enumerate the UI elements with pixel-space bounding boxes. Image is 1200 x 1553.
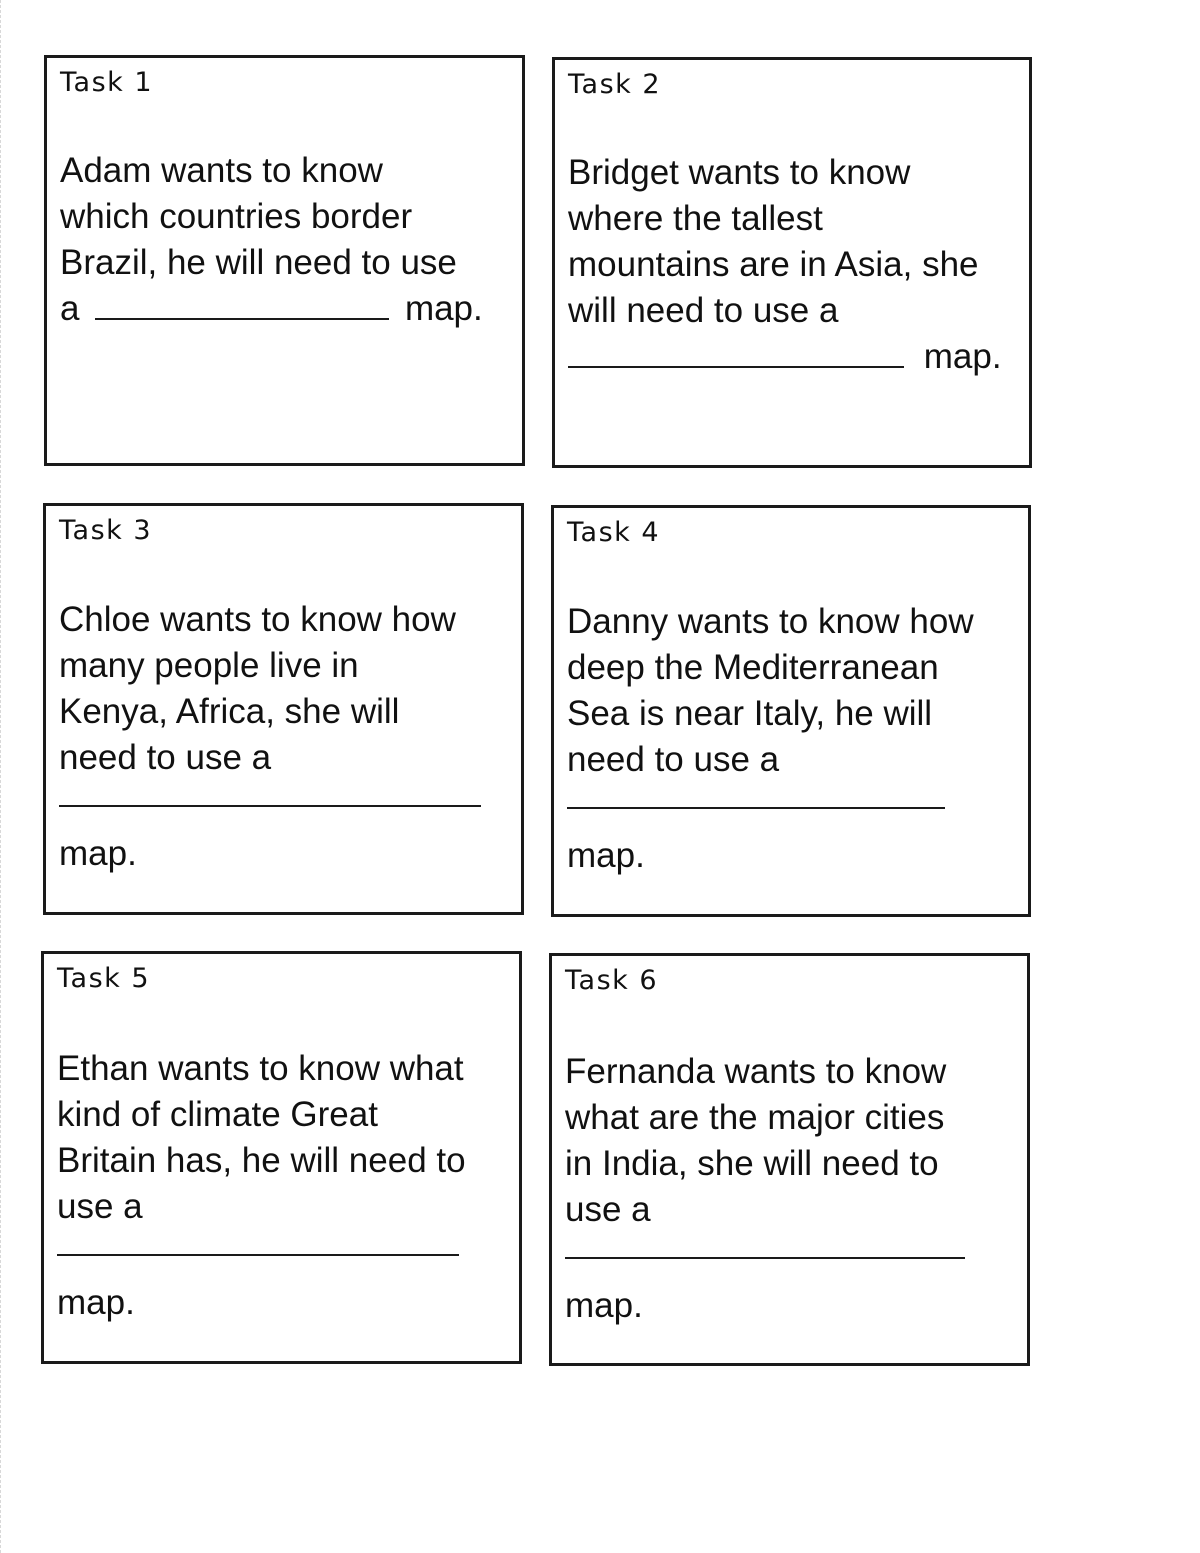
question-line: use a [57, 1187, 143, 1226]
map-word: map. [567, 836, 645, 875]
question-line: kind of climate Great [57, 1095, 378, 1134]
answer-blank[interactable] [565, 1233, 965, 1259]
task-title: Task 1 [60, 67, 154, 98]
task-question [59, 597, 515, 877]
task-question [60, 148, 516, 332]
task-card-6 [549, 953, 1030, 1366]
question-line: which countries border [60, 197, 413, 236]
question-line-with-blank [568, 334, 1025, 380]
question-line: Kenya, Africa, she will [59, 692, 400, 731]
task-title: Task 4 [567, 517, 661, 548]
map-word: map. [57, 1283, 135, 1322]
task-title: Task 5 [57, 963, 151, 994]
answer-blank[interactable] [57, 1230, 459, 1256]
task-question [568, 150, 1025, 380]
question-line: deep the Mediterranean [567, 648, 939, 687]
question-line: need to use a [567, 740, 780, 779]
task-question [57, 1046, 517, 1326]
question-line: Ethan wants to know what [57, 1049, 464, 1088]
question-line: Danny wants to know how [567, 602, 974, 641]
task-card-5 [41, 951, 522, 1364]
question-line: in India, she will need to [565, 1144, 939, 1183]
question-line: Britain has, he will need to [57, 1141, 466, 1180]
question-line: many people live in [59, 646, 359, 685]
question-line: use a [565, 1190, 651, 1229]
task-card-4 [551, 505, 1031, 917]
task-card-2 [552, 57, 1032, 468]
task-title: Task 2 [568, 69, 662, 100]
page-edge [0, 0, 4, 1553]
question-line: Bridget wants to know [568, 153, 911, 192]
answer-blank[interactable] [95, 288, 389, 320]
task-title: Task 6 [565, 965, 659, 996]
map-word: map. [923, 337, 1002, 376]
answer-blank[interactable] [568, 336, 904, 368]
question-line: Brazil, he will need to use [60, 243, 457, 282]
question-line: where the tallest [568, 199, 823, 238]
question-line: will need to use a [568, 291, 839, 330]
map-word: map. [404, 289, 483, 328]
task-question [567, 599, 1022, 879]
question-line: what are the major cities [565, 1098, 945, 1137]
answer-blank[interactable] [59, 781, 481, 807]
map-word: map. [565, 1286, 643, 1325]
map-word: map. [59, 834, 137, 873]
question-line: Sea is near Italy, he will [567, 694, 933, 733]
task-question [565, 1049, 1021, 1329]
task-title: Task 3 [59, 515, 153, 546]
task-card-3 [43, 503, 524, 915]
question-line: Chloe wants to know how [59, 600, 456, 639]
question-line: need to use a [59, 738, 272, 777]
question-word: a [60, 289, 80, 328]
answer-blank[interactable] [567, 783, 945, 809]
question-line: Fernanda wants to know [565, 1052, 947, 1091]
task-card-1 [44, 55, 525, 466]
question-line-with-blank [60, 286, 516, 332]
question-line: Adam wants to know [60, 151, 383, 190]
question-line: mountains are in Asia, she [568, 245, 979, 284]
